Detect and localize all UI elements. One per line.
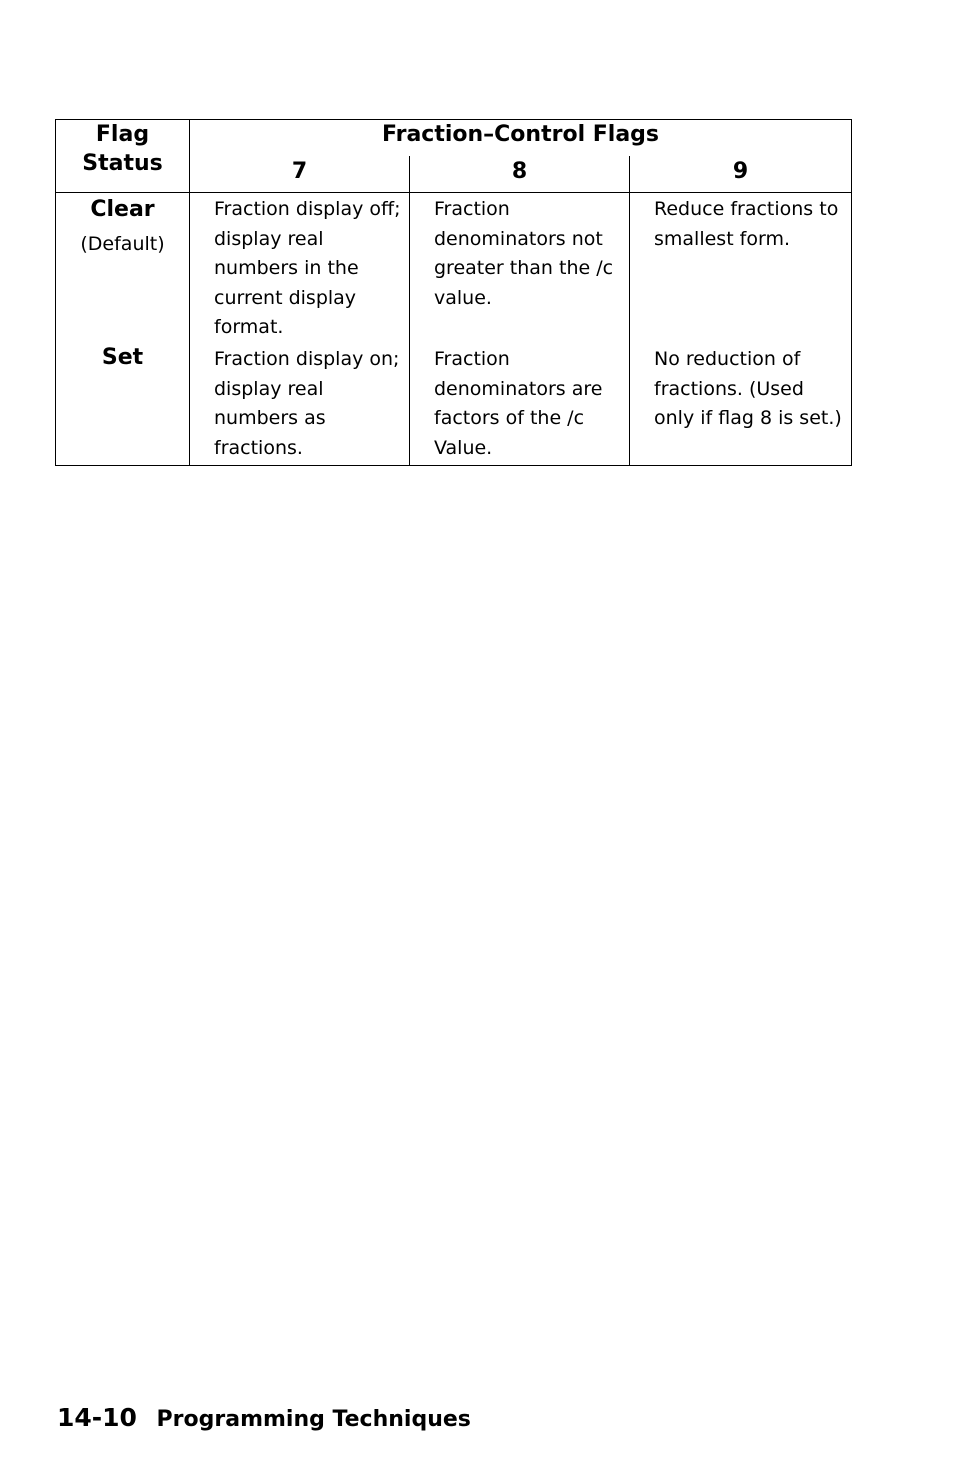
set-flag-8-description: Fraction denominators are factors of the /c Value. [410,343,630,466]
set-flag-9-description: No reduction of fractions. (Used only if flag 8 is set.) [630,343,852,466]
set-flag-7-description: Fraction display on; display real numbers as fractions. [190,343,410,466]
page-footer [57,1403,471,1432]
flag-8-header: 8 [410,156,630,193]
status-cell-clear [56,193,190,344]
status-note-default: (Default) [80,233,165,255]
flag-status-header [56,120,190,193]
status-cell-set [56,343,190,466]
table-row-set [56,343,852,466]
fraction-control-flags-header: Fraction–Control Flags [190,120,852,157]
fraction-control-flags-table [55,119,852,466]
clear-flag-8-description: Fraction denominators not greater than the /c value. [410,193,630,344]
flag-status-header-text: Flag Status [82,122,163,176]
clear-flag-9-description: Reduce fractions to smallest form. [630,193,852,344]
chapter-title: Programming Techniques [156,1407,471,1432]
status-label-set: Set [101,345,144,370]
page-number: 14-10 [57,1403,137,1432]
table-row-clear [56,193,852,344]
flag-9-header: 9 [630,156,852,193]
clear-flag-7-description: Fraction display off; display real numbers in the current display format. [190,193,410,344]
status-label-clear: Clear [90,197,155,222]
flag-7-header: 7 [190,156,410,193]
